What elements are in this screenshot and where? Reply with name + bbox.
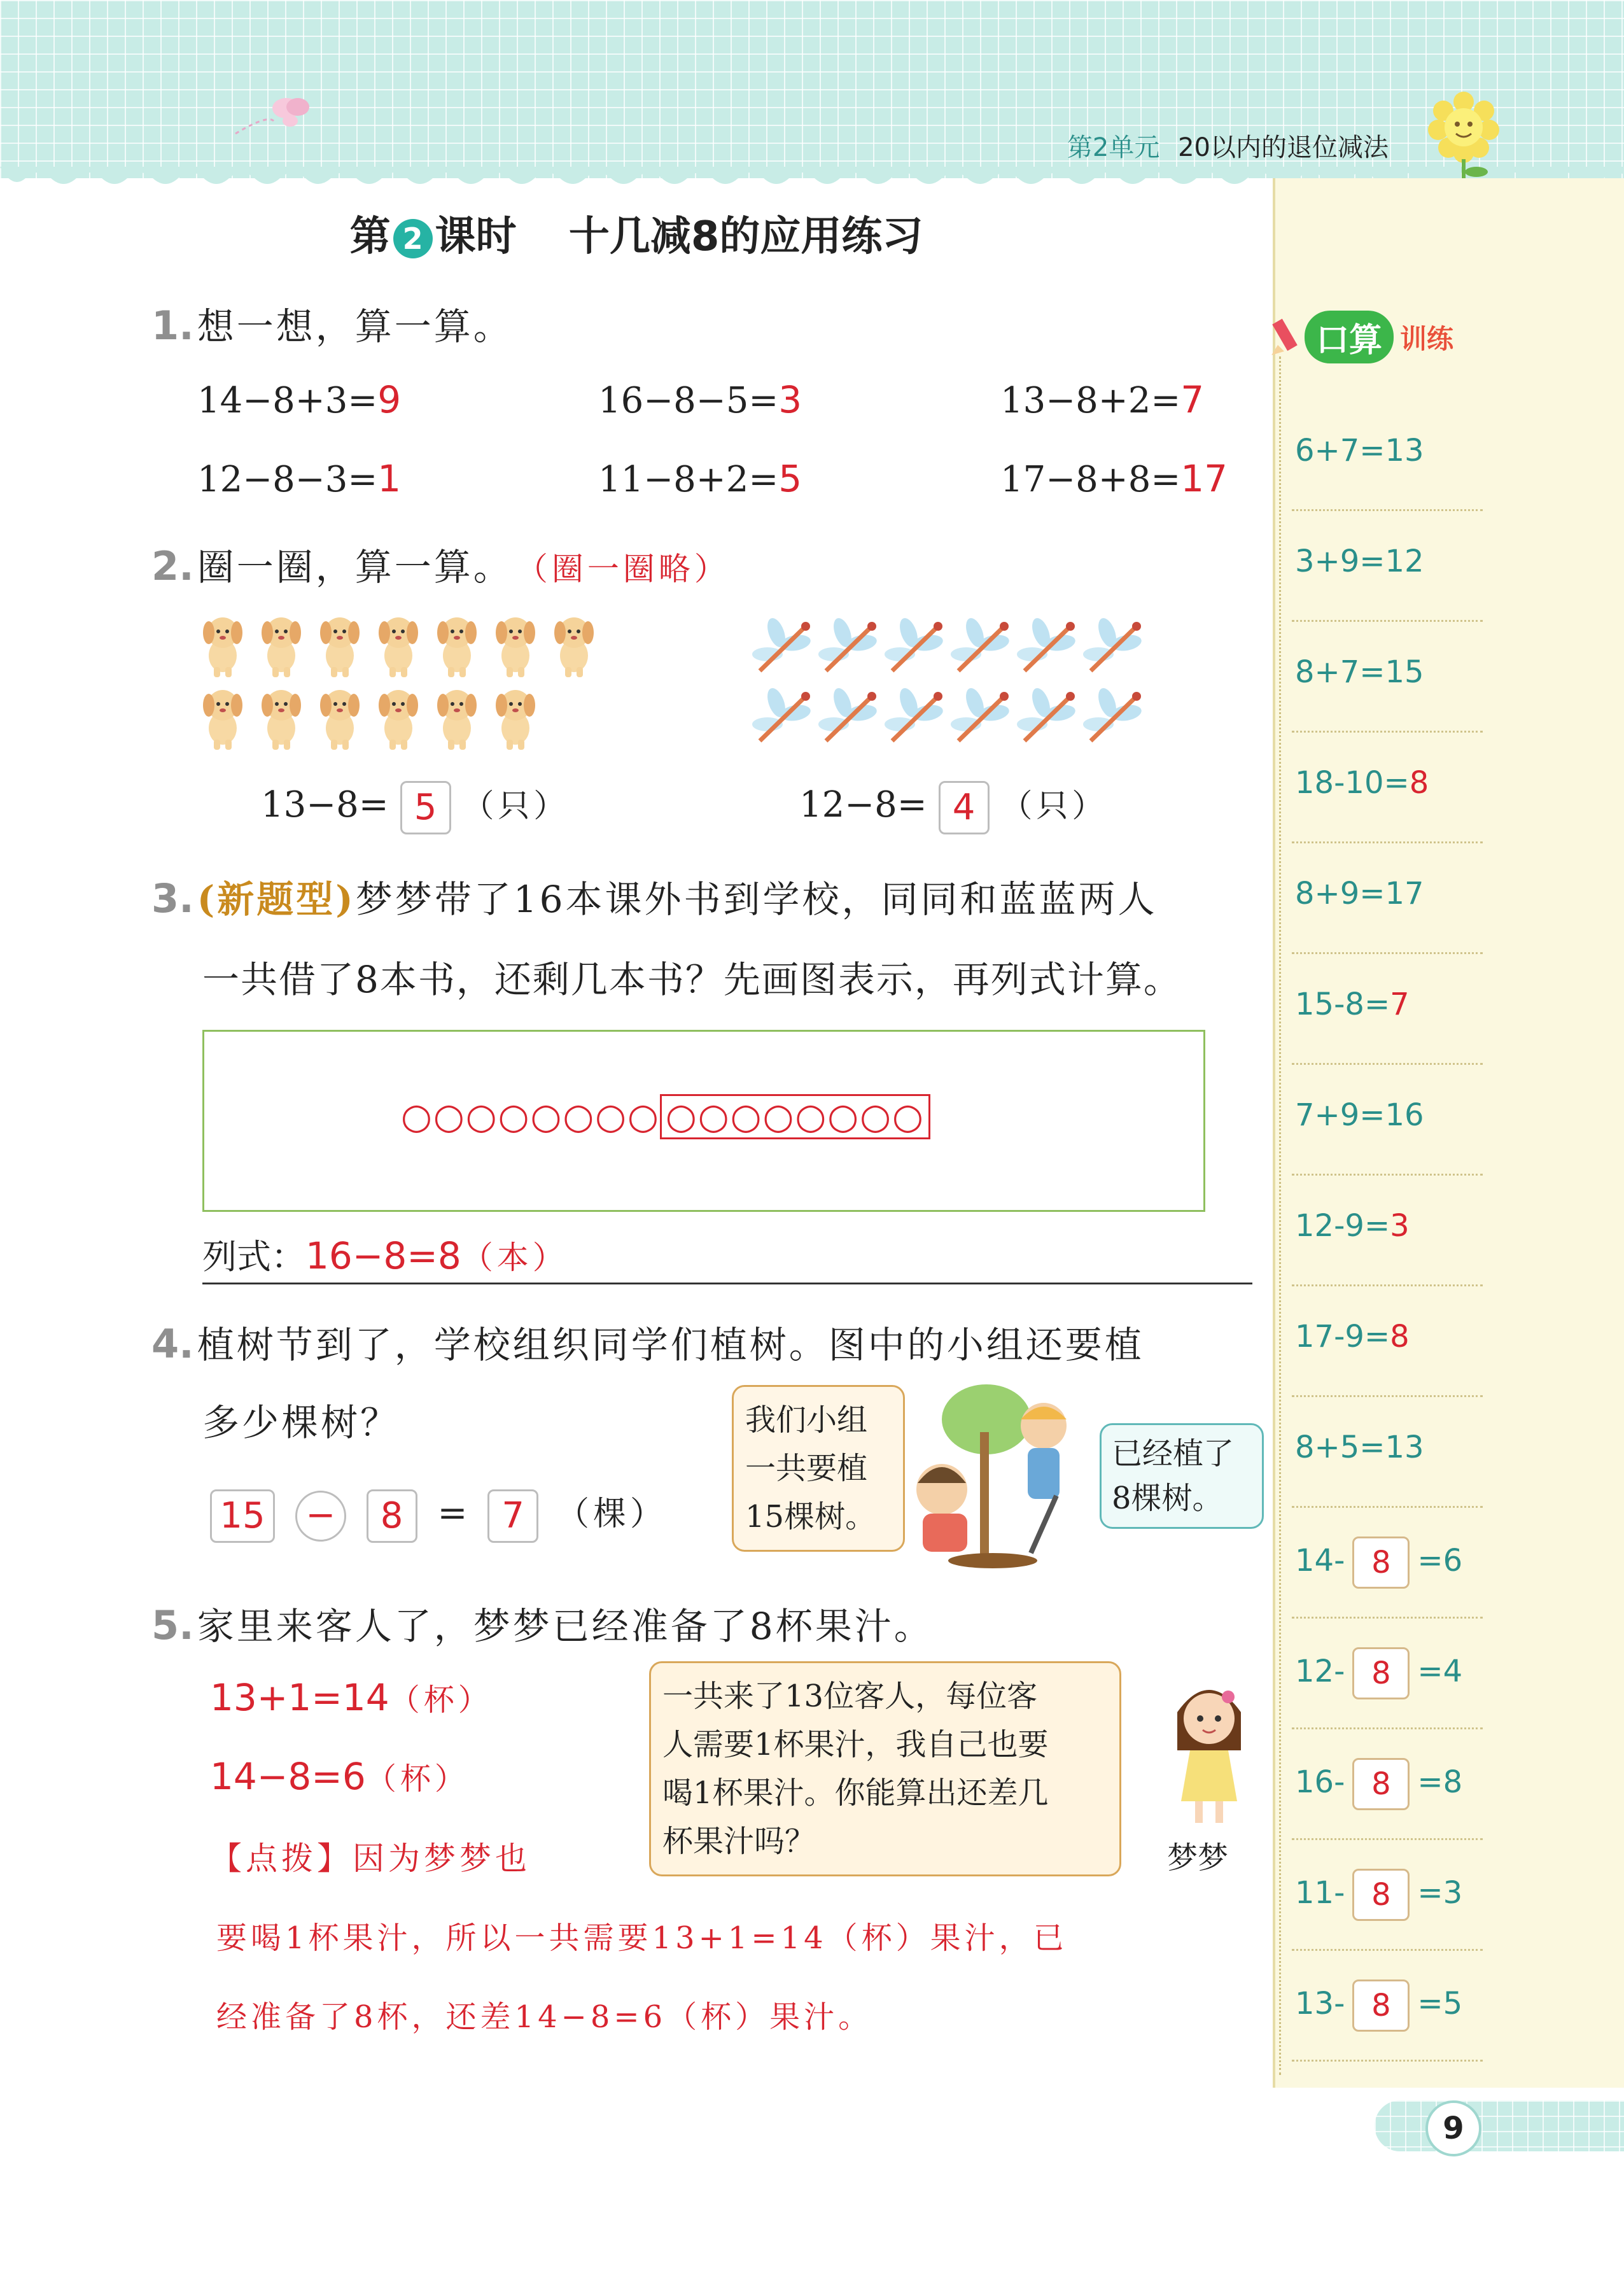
q5-number: 5. <box>151 1602 194 1649</box>
side-item <box>1295 765 1486 801</box>
bubble-line: 一共来了13位客人，每位客 <box>662 1678 1038 1714</box>
side-expr: 15-8= <box>1295 987 1390 1022</box>
girl-mengmeng-illustration <box>1158 1674 1260 1827</box>
q5-bubble <box>649 1661 1121 1876</box>
side-item <box>1295 544 1486 579</box>
side-expr-tail: =5 <box>1417 1986 1463 2021</box>
lesson-title <box>0 204 1273 262</box>
q4-answer-box: 7 <box>487 1489 538 1543</box>
bubble-line: 8棵树。 <box>1112 1480 1223 1516</box>
q2-left-expr: 13−8= <box>261 784 389 826</box>
q5-hint-line1 <box>210 1833 531 1879</box>
dragonflies-illustration <box>751 617 1158 757</box>
q1-expr: 16−8−5= <box>598 380 779 421</box>
q4-number: 4. <box>151 1321 194 1367</box>
side-expr: 3+9= <box>1295 544 1385 579</box>
q4-bubble-left <box>732 1385 905 1552</box>
q1-expr: 12−8−3= <box>197 459 378 500</box>
side-separator <box>1292 1949 1483 1951</box>
side-expr: 6+7= <box>1295 433 1385 468</box>
side-separator <box>1292 2060 1483 2062</box>
q5-text: 家里来客人了，梦梦已经准备了8杯果汁。 <box>197 1605 934 1648</box>
q5-hint-text: 因为梦梦也 <box>353 1840 531 1877</box>
side-separator <box>1292 841 1483 843</box>
q5-ans2-unit: （杯） <box>365 1761 469 1797</box>
side-separator <box>1292 952 1483 954</box>
side-expr: 8+9= <box>1295 876 1385 911</box>
side-separator <box>1292 1284 1483 1286</box>
side-separator <box>1292 1727 1483 1729</box>
side-box-item <box>1295 1869 1486 1921</box>
q1-item-5 <box>598 457 802 500</box>
side-answer: 17 <box>1385 876 1424 911</box>
q4-heading <box>151 1315 1144 1368</box>
side-separator <box>1292 620 1483 622</box>
q4-line2: 多少棵树？ <box>202 1401 400 1444</box>
q5-ans2: 14−8=6 <box>210 1755 366 1798</box>
q1-answer: 5 <box>778 457 802 500</box>
page-number-band <box>1375 2100 1624 2151</box>
side-separator <box>1292 1506 1483 1508</box>
bubble-line: 已经植了 <box>1112 1436 1235 1472</box>
q1-item-3 <box>1000 378 1204 421</box>
side-answer: 15 <box>1385 654 1424 690</box>
q1-heading <box>151 297 513 350</box>
lesson-name: 十几减8的应用练习 <box>568 213 923 260</box>
q2-right-unit: （只） <box>1000 787 1108 824</box>
side-separator <box>1292 1174 1483 1176</box>
q1-item-6 <box>1000 457 1228 500</box>
side-expr: 18-10= <box>1295 765 1410 801</box>
bubble-line: 杯果汁吗？ <box>662 1824 816 1859</box>
q4-op-circle: − <box>295 1491 346 1542</box>
q3-formula: 16−8=8 <box>305 1234 461 1277</box>
q4-equation <box>210 1487 667 1543</box>
q4-line1: 植树节到了，学校组织同学们植树。图中的小组还要植 <box>197 1323 1144 1367</box>
side-separator <box>1292 509 1483 511</box>
q4-eq: = <box>437 1493 468 1534</box>
unit-title <box>1067 127 1389 164</box>
sunflower-icon <box>1425 89 1502 185</box>
lesson-suffix: 课时 <box>435 213 517 260</box>
q1-expr: 17−8+8= <box>1000 459 1181 500</box>
side-answer-box: 8 <box>1352 1869 1410 1921</box>
q5-hint-line3: 经准备了8杯，还差14−8=6（杯）果汁。 <box>216 1999 873 2035</box>
side-answer: 13 <box>1385 1430 1424 1465</box>
q1-item-4 <box>197 457 401 500</box>
q2-right-answer-box: 4 <box>939 781 990 834</box>
q2-left-unit: （只） <box>462 787 570 824</box>
q4-bubble-right <box>1100 1423 1264 1529</box>
bubble-line: 我们小组 <box>745 1402 868 1438</box>
q1-item-2 <box>598 378 802 421</box>
side-answer-box: 8 <box>1352 1536 1410 1589</box>
side-answer: 13 <box>1385 433 1424 468</box>
q5-heading <box>151 1596 934 1650</box>
q2-right-equation <box>799 780 1107 834</box>
q4-unit: （棵） <box>556 1495 667 1533</box>
side-item <box>1295 987 1486 1022</box>
side-item <box>1295 1208 1486 1244</box>
side-dotted-line <box>1279 356 1281 2075</box>
side-box-item <box>1295 1647 1486 1699</box>
side-expr: 7+9= <box>1295 1097 1385 1133</box>
side-item <box>1295 1319 1486 1354</box>
side-title <box>1266 311 1495 368</box>
side-expr: 16- <box>1295 1764 1345 1800</box>
side-expr-tail: =4 <box>1417 1654 1463 1689</box>
side-answer: 16 <box>1385 1097 1424 1133</box>
side-answer: 12 <box>1385 544 1424 579</box>
side-item <box>1295 433 1486 468</box>
q3-diagram-left: ○○○○○○○○ <box>401 1096 660 1137</box>
q1-item-1 <box>197 378 401 421</box>
q2-number: 2. <box>151 543 194 589</box>
side-answer: 3 <box>1390 1208 1410 1244</box>
unit-label: 第2单元 <box>1067 133 1160 162</box>
q3-formula-line <box>202 1230 1252 1284</box>
q2-text: 圈一圈，算一算。 <box>197 545 513 589</box>
q1-text: 想一想，算一算。 <box>197 305 513 348</box>
q5-hint-label: 【点拨】 <box>210 1840 353 1877</box>
q2-note: （圈一圈略） <box>515 551 730 587</box>
q1-answer: 3 <box>778 378 802 421</box>
q4-a-box: 15 <box>210 1489 275 1543</box>
q3-tag: (新题型) <box>197 878 356 921</box>
bubble-line: 人需要1杯果汁，我自己也要 <box>662 1727 1049 1762</box>
side-separator <box>1292 1617 1483 1619</box>
puppies-illustration <box>197 611 611 764</box>
q1-answer: 9 <box>377 378 402 421</box>
side-expr: 8+7= <box>1295 654 1385 690</box>
side-separator <box>1292 731 1483 733</box>
side-answer: 8 <box>1409 765 1429 801</box>
side-answer: 7 <box>1390 987 1410 1022</box>
side-item <box>1295 876 1486 911</box>
q2-left-answer-box: 5 <box>400 781 451 834</box>
side-box-item <box>1295 1758 1486 1810</box>
q1-expr: 13−8+2= <box>1000 380 1181 421</box>
q3-number: 3. <box>151 875 194 922</box>
side-expr: 14- <box>1295 1543 1345 1578</box>
side-expr: 13- <box>1295 1986 1345 2021</box>
q3-diagram <box>401 1096 930 1137</box>
q5-ans1: 13+1=14 <box>210 1676 389 1719</box>
q5-answer-2 <box>210 1754 469 1798</box>
side-item <box>1295 654 1486 690</box>
lesson-prefix: 第 <box>349 213 391 260</box>
side-expr-tail: =6 <box>1417 1543 1463 1578</box>
q3-line2: 一共借了8本书，还剩几本书？先画图表示，再列式计算。 <box>202 958 1182 1001</box>
bubble-line: 喝1杯果汁。你能算出还差几 <box>662 1775 1049 1811</box>
side-answer-box: 8 <box>1352 1647 1410 1699</box>
q2-right-expr: 12−8= <box>799 784 927 826</box>
side-answer-box: 8 <box>1352 1758 1410 1810</box>
q1-answer: 7 <box>1180 378 1205 421</box>
side-title-b: 训练 <box>1400 323 1454 355</box>
q5-ans1-unit: （杯） <box>389 1682 493 1718</box>
kids-planting-tree-illustration <box>904 1381 1095 1572</box>
side-divider <box>1273 178 1275 2088</box>
q5-answer-1 <box>210 1675 493 1719</box>
side-separator <box>1292 1395 1483 1397</box>
bubble-line: 一共要植 <box>745 1451 868 1486</box>
q4-b-box: 8 <box>367 1489 417 1543</box>
q1-answer: 1 <box>377 457 402 500</box>
q3-formula-label: 列式： <box>202 1237 305 1277</box>
lesson-number-badge: 2 <box>393 219 433 258</box>
q2-left-equation <box>261 780 569 834</box>
side-box-item <box>1295 1979 1486 2032</box>
side-box-item <box>1295 1536 1486 1589</box>
side-item <box>1295 1430 1486 1465</box>
side-expr-tail: =8 <box>1417 1764 1463 1800</box>
side-expr-tail: =3 <box>1417 1875 1463 1911</box>
q2-heading <box>151 537 730 591</box>
side-expr: 11- <box>1295 1875 1345 1911</box>
side-separator <box>1292 1063 1483 1065</box>
side-answer: 8 <box>1390 1319 1410 1354</box>
bubble-line: 15棵树。 <box>745 1499 876 1535</box>
q3-line1: 梦梦带了16本课外书到学校，同同和蓝蓝两人 <box>355 878 1158 921</box>
side-expr: 12-9= <box>1295 1208 1390 1244</box>
unit-topic: 20以内的退位减法 <box>1178 133 1389 162</box>
q1-expr: 11−8+2= <box>598 459 779 500</box>
girl-name: 梦梦 <box>1167 1840 1229 1876</box>
q1-number: 1. <box>151 302 194 349</box>
side-separator <box>1292 1838 1483 1840</box>
butterfly-icon <box>229 89 318 140</box>
q3-diagram-right: ○○○○○○○○ <box>660 1094 930 1139</box>
side-expr: 17-9= <box>1295 1319 1390 1354</box>
side-item <box>1295 1097 1486 1133</box>
side-expr: 12- <box>1295 1654 1345 1689</box>
q1-expr: 14−8+3= <box>197 380 378 421</box>
q5-hint-line2: 要喝1杯果汁，所以一共需要13+1=14（杯）果汁，已 <box>216 1920 1068 1956</box>
q1-answer: 17 <box>1180 457 1228 500</box>
side-answer-box: 8 <box>1352 1979 1410 2032</box>
q3-heading <box>151 869 1158 923</box>
q3-formula-unit: （本） <box>461 1239 568 1276</box>
page-number: 9 <box>1425 2100 1481 2156</box>
side-title-a: 口算 <box>1305 311 1394 363</box>
side-expr: 8+5= <box>1295 1430 1385 1465</box>
